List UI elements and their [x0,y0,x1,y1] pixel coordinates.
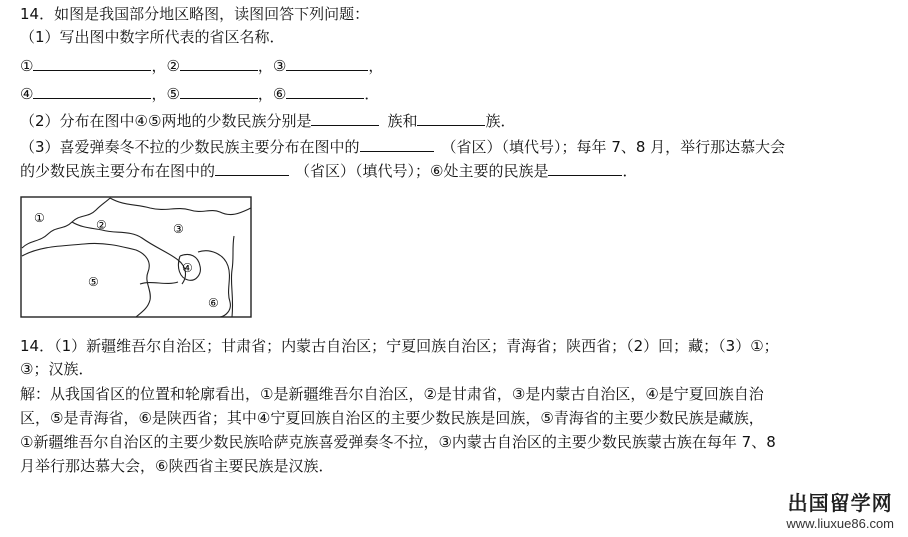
blank-6-end: ． [364,85,380,103]
answer-line-2: ③；汉族． [20,360,94,378]
answer-line-1: 14．（1）新疆维吾尔自治区；甘肃省；内蒙古自治区；宁夏回族自治区；青海省；陕西省；（2）回；藏；（3）①； [20,337,779,355]
blank-label-3: ，③ [257,57,287,75]
blank-3[interactable] [286,55,368,71]
blank-label-6: ，⑥ [257,85,287,103]
blank-1[interactable] [33,55,151,71]
blank-naadam[interactable] [215,160,289,176]
blank-ethnic-4[interactable] [311,110,379,126]
solution-line-4: 月举行那达慕大会，⑥陕西省主要民族是汉族． [20,457,334,475]
question-part-2 [20,110,515,131]
map-label-1: ① [34,211,45,225]
blank-6[interactable] [286,83,364,99]
blank-label-4: ④ [20,85,34,103]
blank-label-2: ，② [151,57,180,75]
blank-3-end: ， [368,57,384,75]
watermark-url: www.liuxue86.com [786,516,894,531]
q3-text-a: （3）喜爱弹奏冬不拉的少数民族主要分布在图中的 [20,138,360,156]
blank-label-5: ，⑤ [151,85,180,103]
solution-line-2: 区，⑤是青海省，⑥是陕西省；其中④宁夏回族自治区的主要少数民族是回族，⑤青海省的主要少数民族是藏族， [20,409,764,427]
q3-text-b: （省区）（填代号）；每年 7、8 月，举行那达慕大会 [441,138,786,156]
map-label-2: ② [96,218,107,232]
question-part-1: （1）写出图中数字所代表的省区名称． [20,28,285,46]
watermark-name: 出国留学网 [787,491,893,515]
q2-text-c: 族． [485,112,516,130]
map-label-4: ④ [182,261,193,275]
blanks-row-2 [20,83,379,104]
q2-text-a: （2）分布在图中④⑤两地的少数民族分别是 [20,112,312,130]
blank-2[interactable] [180,55,258,71]
blank-5[interactable] [180,83,258,99]
q3-text-d: （省区）（填代号）；⑥处主要的民族是 [295,162,549,180]
question-part-3-line-1 [20,136,785,157]
q3-text-c: 的少数民族主要分布在图中的 [20,162,216,180]
blank-4[interactable] [33,83,151,99]
question-title: 14．如图是我国部分地区略图，读图回答下列问题： [20,5,370,23]
solution-line-3: ①新疆维吾尔自治区的主要少数民族哈萨克族喜爱弹奏冬不拉，③内蒙古自治区的主要少数民族蒙古族在每年 7、8 [20,433,776,451]
map-label-6: ⑥ [208,296,219,310]
q2-text-b: 族和 [387,112,418,130]
province-sketch-map [20,196,252,318]
blank-shaanxi-ethnic[interactable] [548,160,622,176]
blanks-row-1 [20,55,383,76]
blank-label-1: ① [20,57,34,75]
blank-dombra[interactable] [360,136,434,152]
q3-text-e: ． [622,162,638,180]
site-watermark [786,487,894,531]
map-label-3: ③ [173,222,184,236]
solution-line-1: 解：从我国省区的位置和轮廓看出，①是新疆维吾尔自治区，②是甘肃省，③是内蒙古自治区，④是宁夏回族自治 [20,385,764,403]
map-label-5: ⑤ [88,275,99,289]
question-part-3-line-2 [20,160,637,181]
blank-ethnic-5[interactable] [417,110,485,126]
